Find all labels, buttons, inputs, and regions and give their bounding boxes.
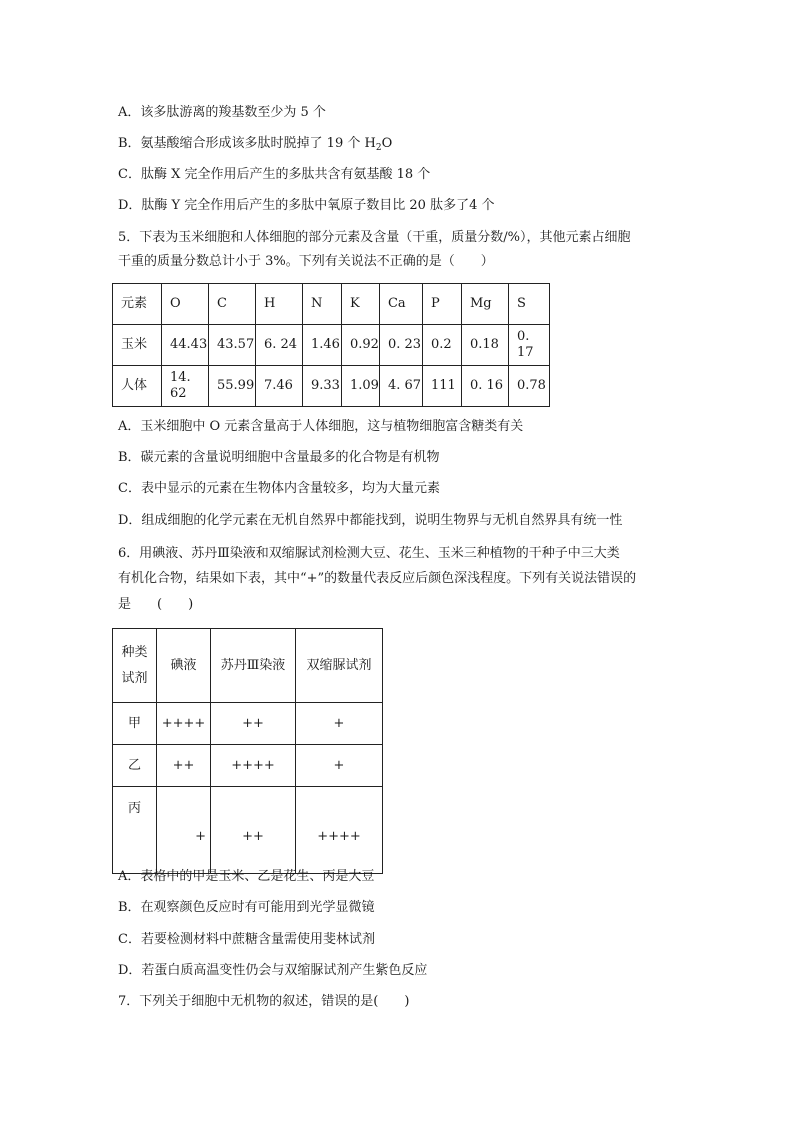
table-cell: 人体	[113, 366, 162, 407]
table-cell: 0. 23	[379, 325, 422, 366]
q7-stem: 7．下列关于细胞中无机物的叙述，错误的是( )	[118, 994, 410, 1009]
q6-option-b: B．在观察颜色反应时有可能用到光学显微镜	[118, 900, 375, 915]
element-content-table	[112, 283, 550, 407]
table-row-label: 甲	[113, 703, 157, 745]
table-cell: 43.57	[209, 325, 256, 366]
table-cell: O	[162, 284, 209, 325]
q5-option-b: B．碳元素的含量说明细胞中含量最多的化合物是有机物	[118, 450, 440, 465]
table-cell: K	[342, 284, 380, 325]
table-cell: 1.46	[303, 325, 342, 366]
water-subscript: 2	[375, 143, 382, 153]
q6-stem-line1: 6．用碘液、苏丹Ⅲ染液和双缩脲试剂检测大豆、花生、玉米三种植物的干种子中三大类	[118, 546, 620, 561]
table-cell: 0. 17	[508, 325, 549, 366]
table-row	[113, 325, 550, 366]
q4-option-a: A．该多肽游离的羧基数至少为 5 个	[118, 105, 326, 120]
q6-option-d: D．若蛋白质高温变性仍会与双缩脲试剂产生紫色反应	[118, 963, 428, 978]
table-header-cell: 碘液	[157, 629, 211, 703]
table-cell: ++++	[211, 745, 296, 787]
q4-option-d: D．肽酶 Y 完全作用后产生的多肽中氧原子数目比 20 肽多了4 个	[118, 198, 495, 213]
table-cell: ++++	[157, 703, 211, 745]
table-row	[113, 745, 383, 787]
q5-stem-line1: 5．下表为玉米细胞和人体细胞的部分元素及含量（干重，质量分数/%），其他元素占细胞	[118, 230, 631, 245]
table-header-cell: 苏丹Ⅲ染液	[211, 629, 296, 703]
table-cell: +	[157, 787, 211, 874]
table-cell: 55.99	[209, 366, 256, 407]
table-cell: 1.09	[342, 366, 380, 407]
table-cell: S	[508, 284, 549, 325]
table-row	[113, 787, 383, 874]
table-cell: 6. 24	[256, 325, 303, 366]
table-cell: C	[209, 284, 256, 325]
table-cell: 玉米	[113, 325, 162, 366]
q4-option-b-text: B．氨基酸缩合形成该多肽时脱掉了 19 个 H	[118, 136, 376, 151]
table-cell: 0.92	[342, 325, 380, 366]
table-cell: 0.2	[422, 325, 461, 366]
table-cell: P	[422, 284, 461, 325]
table-cell: 7.46	[256, 366, 303, 407]
q6-option-a: A．表格中的甲是玉米、乙是花生、丙是大豆	[118, 869, 375, 884]
reagent-test-table	[112, 628, 383, 874]
table-row-label: 丙	[113, 787, 157, 874]
q5-option-a: A．玉米细胞中 O 元素含量高于人体细胞，这与植物细胞富含糖类有关	[118, 419, 524, 434]
table-cell: N	[303, 284, 342, 325]
table-cell: Mg	[461, 284, 508, 325]
table-cell: 14. 62	[162, 366, 209, 407]
q4-option-b	[118, 135, 392, 157]
table-cell: 0.18	[461, 325, 508, 366]
table-cell: 9.33	[303, 366, 342, 407]
table-cell: 4. 67	[379, 366, 422, 407]
table-cell: 元素	[113, 284, 162, 325]
table-cell: ++	[211, 703, 296, 745]
corner-bottom-label: 试剂	[121, 670, 148, 686]
table-cell: 111	[422, 366, 461, 407]
q5-option-d: D．组成细胞的化学元素在无机自然界中都能找到，说明生物界与无机自然界具有统一性	[118, 513, 623, 528]
table-cell: ++	[157, 745, 211, 787]
table-cell: H	[256, 284, 303, 325]
table-cell: 44.43	[162, 325, 209, 366]
q6-stem-line3: 是 ( )	[118, 597, 194, 612]
q4-option-b-tail: O	[381, 136, 393, 151]
q6-stem-line2: 有机化合物，结果如下表，其中“+”的数量代表反应后颜色深浅程度。下列有关说法错误的	[118, 571, 637, 586]
table-header-cell: 双缩脲试剂	[296, 629, 383, 703]
table-row	[113, 703, 383, 745]
table-cell: +	[296, 745, 383, 787]
q5-stem-line2: 干重的质量分数总计小于 3%。下列有关说法不正确的是（ ）	[118, 254, 494, 269]
q4-option-c: C．肽酶 X 完全作用后产生的多肽共含有氨基酸 18 个	[118, 167, 431, 182]
table-cell: ++	[211, 787, 296, 874]
table-cell: 0.78	[508, 366, 549, 407]
table-header-row	[113, 284, 550, 325]
table-corner-cell	[113, 629, 157, 703]
table-header-row	[113, 629, 383, 703]
q6-option-c: C．若要检测材料中蔗糖含量需使用斐林试剂	[118, 932, 375, 947]
table-cell: ++++	[296, 787, 383, 874]
table-row	[113, 366, 550, 407]
q5-option-c: C．表中显示的元素在生物体内含量较多，均为大量元素	[118, 481, 440, 496]
table-cell: Ca	[379, 284, 422, 325]
table-row-label: 乙	[113, 745, 157, 787]
table-cell: 0. 16	[461, 366, 508, 407]
corner-top-label: 种类	[121, 644, 148, 660]
table-cell: +	[296, 703, 383, 745]
